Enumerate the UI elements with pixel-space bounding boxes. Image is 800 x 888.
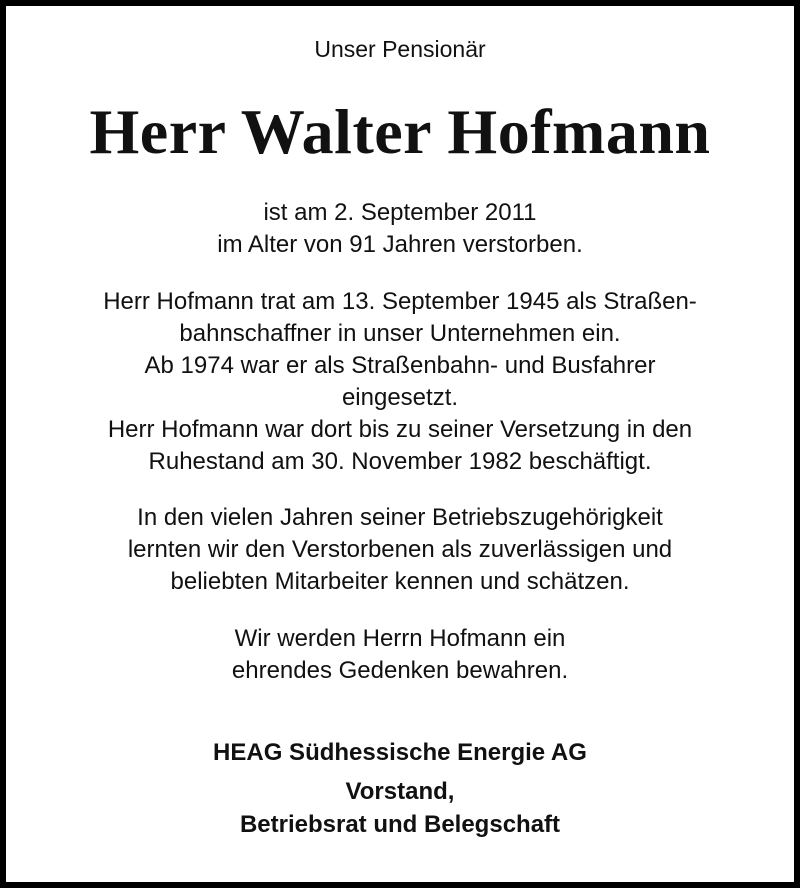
- signature-company: HEAG Südhessische Energie AG: [213, 739, 587, 766]
- signature-staff: Betriebsrat und Belegschaft: [239, 811, 561, 838]
- career-line-2: bahnschaffner in unser Unternehmen ein.: [179, 320, 621, 347]
- career-line-5: Herr Hofmann war dort bis zu seiner Versetzung in den: [107, 416, 693, 443]
- career-line-3: Ab 1974 war er als Straßenbahn- und Busfahrer: [144, 352, 656, 379]
- tribute-line-1: In den vielen Jahren seiner Betriebszugehörigkeit: [137, 504, 663, 531]
- career-line-6: Ruhestand am 30. November 1982 beschäftigt.: [148, 448, 652, 475]
- tribute-line-3: beliebten Mitarbeiter kennen und schätzen.: [170, 568, 630, 595]
- career-line-4: eingesetzt.: [341, 384, 459, 411]
- death-line-1: ist am 2. September 2011: [263, 199, 537, 226]
- intro-line: Unser Pensionär: [314, 36, 486, 62]
- remembrance-line-1: Wir werden Herrn Hofmann ein: [234, 625, 566, 652]
- tribute-line-2: lernten wir den Verstorbenen als zuverlässigen und: [127, 536, 673, 563]
- remembrance-line-2: ehrendes Gedenken bewahren.: [231, 657, 569, 684]
- signature-board: Vorstand,: [345, 778, 455, 805]
- career-line-1: Herr Hofmann trat am 13. September 1945 als Straßen-: [103, 288, 697, 315]
- death-line-2: im Alter von 91 Jahren verstorben.: [217, 231, 583, 258]
- deceased-name: Herr Walter Hofmann: [89, 96, 711, 167]
